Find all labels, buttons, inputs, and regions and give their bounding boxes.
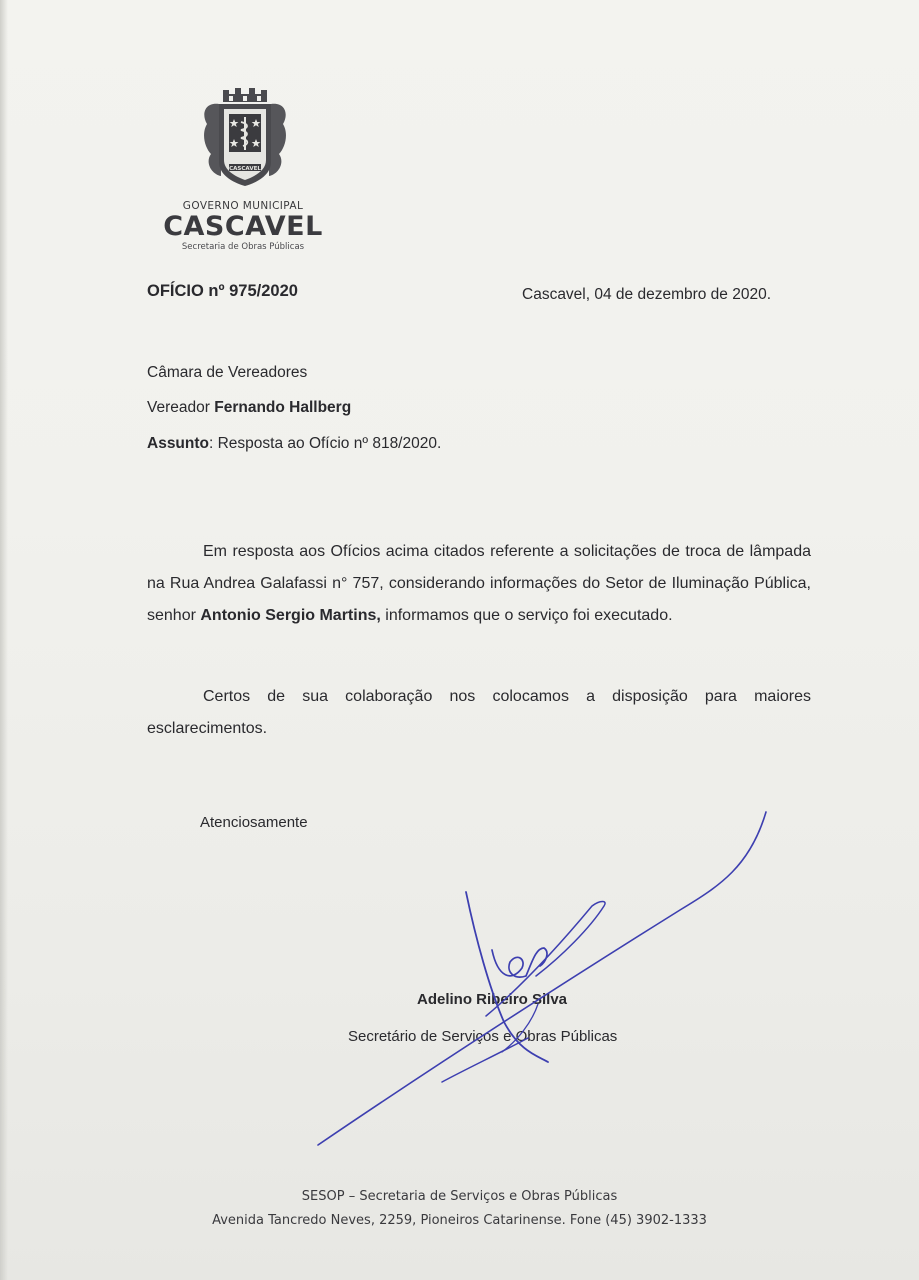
logo-city-name: CASCAVEL: [163, 211, 323, 242]
letterhead-logo: [163, 84, 323, 256]
body-paragraph-1: [147, 536, 811, 632]
subject-label: Assunto: [147, 435, 209, 452]
recipient-title: Vereador: [147, 399, 210, 416]
oficio-number: OFÍCIO nº 975/2020: [147, 282, 298, 300]
recipient-name: Fernando Hallberg: [214, 399, 352, 416]
logo-government-text: GOVERNO MUNICIPAL: [182, 200, 304, 212]
body-p1-start: Em resposta aos Ofícios acima citados referente a solicitações de troca de lâmpada na Rua Andrea Galafassi n° 757, considerando informações do Setor de Iluminação Pública, senhor: [147, 543, 811, 624]
signer-name: Adelino Ribeiro Silva: [417, 991, 568, 1008]
city-crest-icon: [199, 84, 291, 192]
body-p2-text: Certos de sua colaboração nos colocamos a disposição para maiores esclarecimentos.: [147, 688, 811, 737]
body-paragraph-2: [147, 681, 811, 745]
footer-department: SESOP – Secretaria de Serviços e Obras Públicas: [301, 1189, 618, 1204]
body-p1-end: informamos que o serviço foi executado.: [380, 607, 673, 624]
closing-salutation: Atenciosamente: [200, 814, 308, 831]
body-p1-name: Antonio Sergio Martins,: [200, 607, 381, 624]
signer-role: Secretário de Serviços e Obras Públicas: [348, 1028, 618, 1045]
handwritten-signature: [300, 800, 780, 1160]
subject-text: : Resposta ao Ofício nº 818/2020.: [209, 435, 442, 452]
letter-date: Cascavel, 04 de dezembro de 2020.: [522, 286, 772, 303]
footer-address: Avenida Tancredo Neves, 2259, Pioneiros Catarinense. Fone (45) 3902-1333: [212, 1213, 707, 1228]
logo-department-text: Secretaria de Obras Públicas: [181, 242, 305, 252]
recipient-institution: Câmara de Vereadores: [147, 364, 308, 381]
page-edge-shadow: [0, 0, 8, 1280]
svg-text:CASCAVEL: CASCAVEL: [229, 165, 261, 172]
recipient-line: [147, 399, 351, 417]
subject-line: [147, 435, 441, 453]
